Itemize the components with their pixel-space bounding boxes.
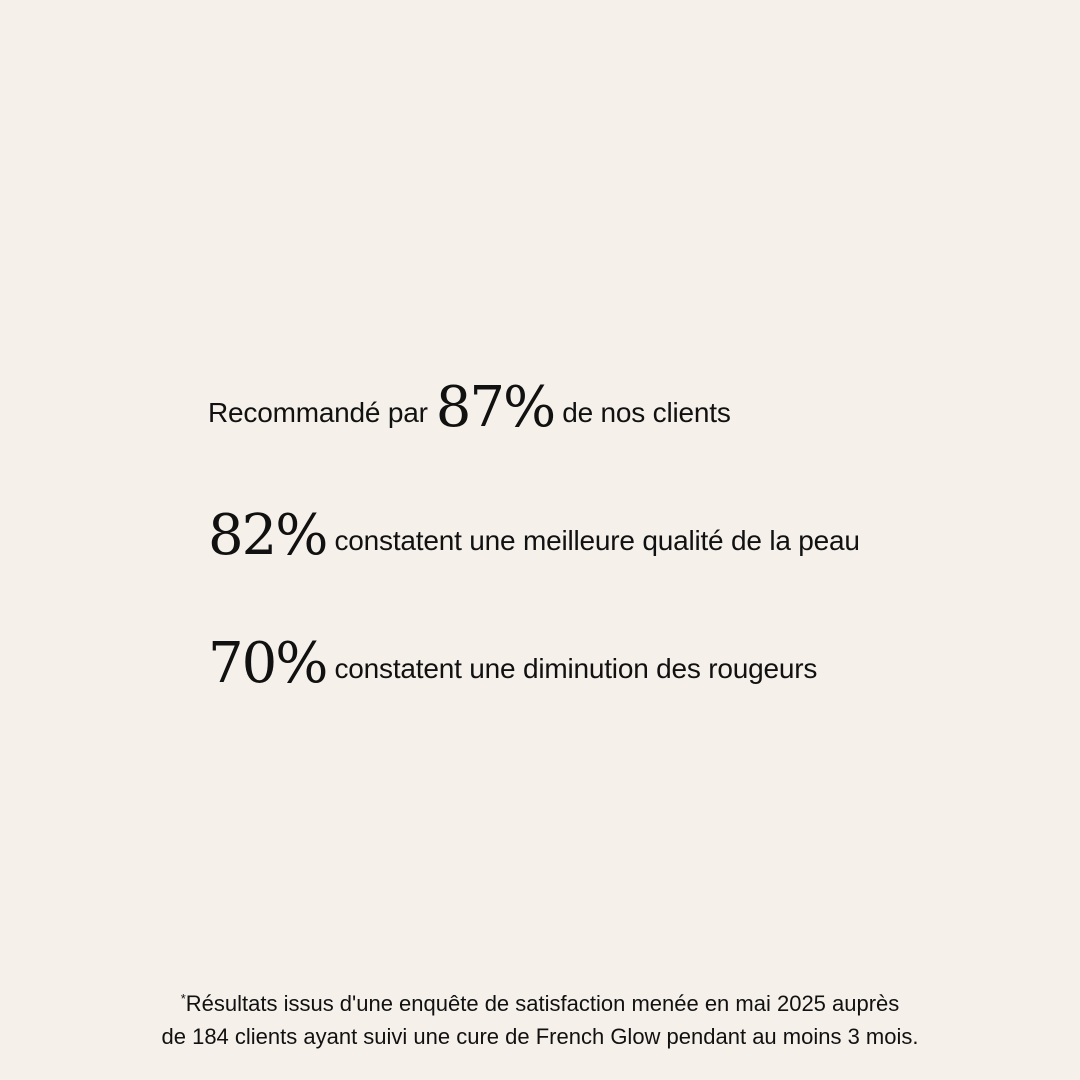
footnote-marker: * xyxy=(180,991,186,1006)
footnote-line-2: de 184 clients ayant suivi une cure de French Glow pendant au moins 3 mois. xyxy=(161,1024,919,1049)
stat-value-skin-quality: 82% xyxy=(208,503,327,568)
stat-suffix: constatent une meilleure qualité de la peau xyxy=(334,525,860,556)
stat-prefix: Recommandé par xyxy=(208,397,428,428)
stat-redness xyxy=(208,631,818,696)
stat-value-redness: 70% xyxy=(208,631,327,696)
stat-value-recommendation: 87% xyxy=(435,375,555,440)
footnote xyxy=(0,982,1080,1053)
stat-skin-quality xyxy=(208,503,860,568)
stat-suffix: constatent une diminution des rougeurs xyxy=(334,653,818,684)
stat-recommendation xyxy=(208,375,731,440)
footnote-text-1: Résultats issus d'une enquête de satisfaction menée en mai 2025 auprès xyxy=(185,991,900,1016)
stat-suffix: de nos clients xyxy=(562,397,731,428)
footnote-line-1 xyxy=(0,982,1080,1020)
